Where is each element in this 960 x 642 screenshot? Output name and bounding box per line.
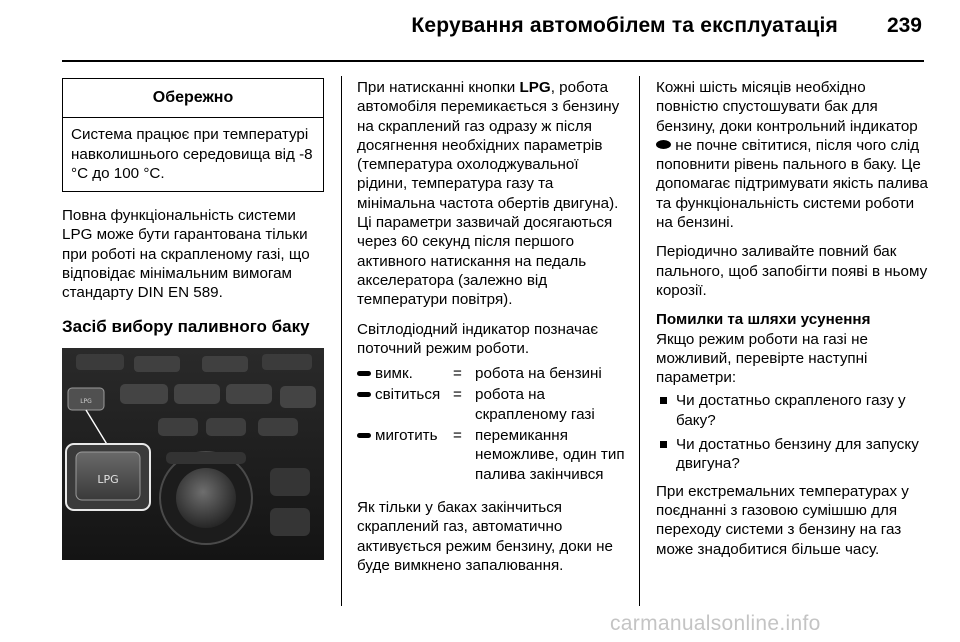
svg-text:LPG: LPG: [80, 397, 92, 405]
warning-body: Система працює при температурі навколишнього середовища від -8 °C до 100 °C.: [71, 126, 313, 182]
header-title: Керування автомобілем та експлуатація: [411, 14, 838, 37]
paragraph-tank-emptying: [656, 78, 928, 232]
paragraph-tank-emptying-text-2: не почне світитися, після чого слід поповнити рівень пального в баку. Це допомагає підтримувати якість палива та функціональність системи роботи на бензині.: [656, 136, 928, 232]
checklist: [656, 391, 928, 473]
paragraph-lpg-button: [357, 78, 625, 310]
indicator-equals: =: [453, 386, 462, 404]
indicator-equals: =: [453, 365, 462, 383]
column-divider-right: [639, 76, 640, 606]
led-indicator-icon: [357, 392, 371, 397]
paragraph-led-indicator: Світлодіодний індикатор позначає поточний режим роботи.: [357, 320, 599, 357]
paragraph-lpg-button-text-2: , робота автомобіля перемикається з бензину на скраплений газ одразу ж після досягнення необхідних параметрів (температура охолоджувальної рідини, температура газу та мінімальна частота обертів двигуна). Ці параметри зазвичай досягаються через 60 секунд після першого активного натискання на педаль акселератора (залежно від температури повітря).: [357, 79, 620, 309]
paragraph-full-tank: Періодично заливайте повний бак пального, щоб запобігти появі в ньому корозії.: [656, 243, 928, 299]
header-rule: [62, 60, 924, 62]
indicator-state: вимк.: [375, 365, 413, 383]
column-divider-left: [341, 76, 342, 606]
indicator-state: світиться: [375, 386, 441, 404]
column-3: [656, 78, 928, 569]
lpg-button-photo: [62, 348, 324, 560]
lpg-inline-bold: LPG: [519, 79, 551, 96]
bullet-icon: [660, 397, 667, 404]
indicator-state: миготить: [375, 427, 438, 445]
paragraph-auto-petrol: Як тільки у баках закінчиться скраплений газ, автоматично активується режим бензину, доки не буде вимкнено запалювання.: [357, 498, 613, 574]
section-heading-troubleshooting: Помилки та шляхи усунення: [656, 311, 871, 329]
paragraph-extreme-temps: При екстремальних температурах у поєднанні з газовою сумішшю для переходу системи з бензину на газ може знадобитися більше часу.: [656, 482, 909, 558]
page-number: 239: [886, 14, 922, 37]
list-item: [656, 391, 928, 430]
bullet-icon: [660, 441, 667, 448]
column-1: [62, 78, 324, 565]
list-item-text: Чи достатньо скрапленого газу у баку?: [676, 392, 906, 429]
led-indicator-icon: [357, 371, 371, 376]
indicator-row: [357, 426, 625, 486]
list-item: [656, 435, 928, 474]
warning-box: [62, 78, 324, 192]
indicator-row: [357, 364, 625, 385]
paragraph-lpg-functionality: Повна функціональність системи LPG може бути гарантована тільки при роботі на скрапленому газі, що відповідає мінімальним вимогам стандарту DIN EN 589.: [62, 207, 310, 302]
list-item-text: Чи достатньо бензину для запуску двигуна?: [676, 436, 919, 473]
indicator-meaning: робота на скрапленому газі: [475, 386, 595, 423]
indicator-meaning: робота на бензині: [475, 365, 602, 383]
indicator-meaning: перемикання неможливе, один тип палива закінчився: [475, 427, 625, 483]
indicator-row: [357, 385, 625, 426]
section-heading-tank-selector: Засіб вибору паливного баку: [62, 316, 310, 336]
warning-title: Обережно: [63, 79, 323, 118]
watermark-text: carmanualsonline.info: [610, 612, 821, 635]
column-2: [357, 78, 625, 585]
indicator-table: [357, 364, 625, 486]
indicator-equals: =: [453, 427, 462, 445]
fuel-indicator-icon: [656, 140, 671, 149]
paragraph-check-params: Якщо режим роботи на газі не можливий, перевірте наступні параметри:: [656, 330, 868, 387]
lpg-button-label: LPG: [97, 472, 119, 486]
led-indicator-icon: [357, 433, 371, 438]
paragraph-tank-emptying-text-1: Кожні шість місяців необхідно повністю спустошувати бак для бензину, доки контрольний індикатор: [656, 79, 918, 135]
paragraph-lpg-button-text-1: При натисканні кнопки: [357, 79, 520, 96]
